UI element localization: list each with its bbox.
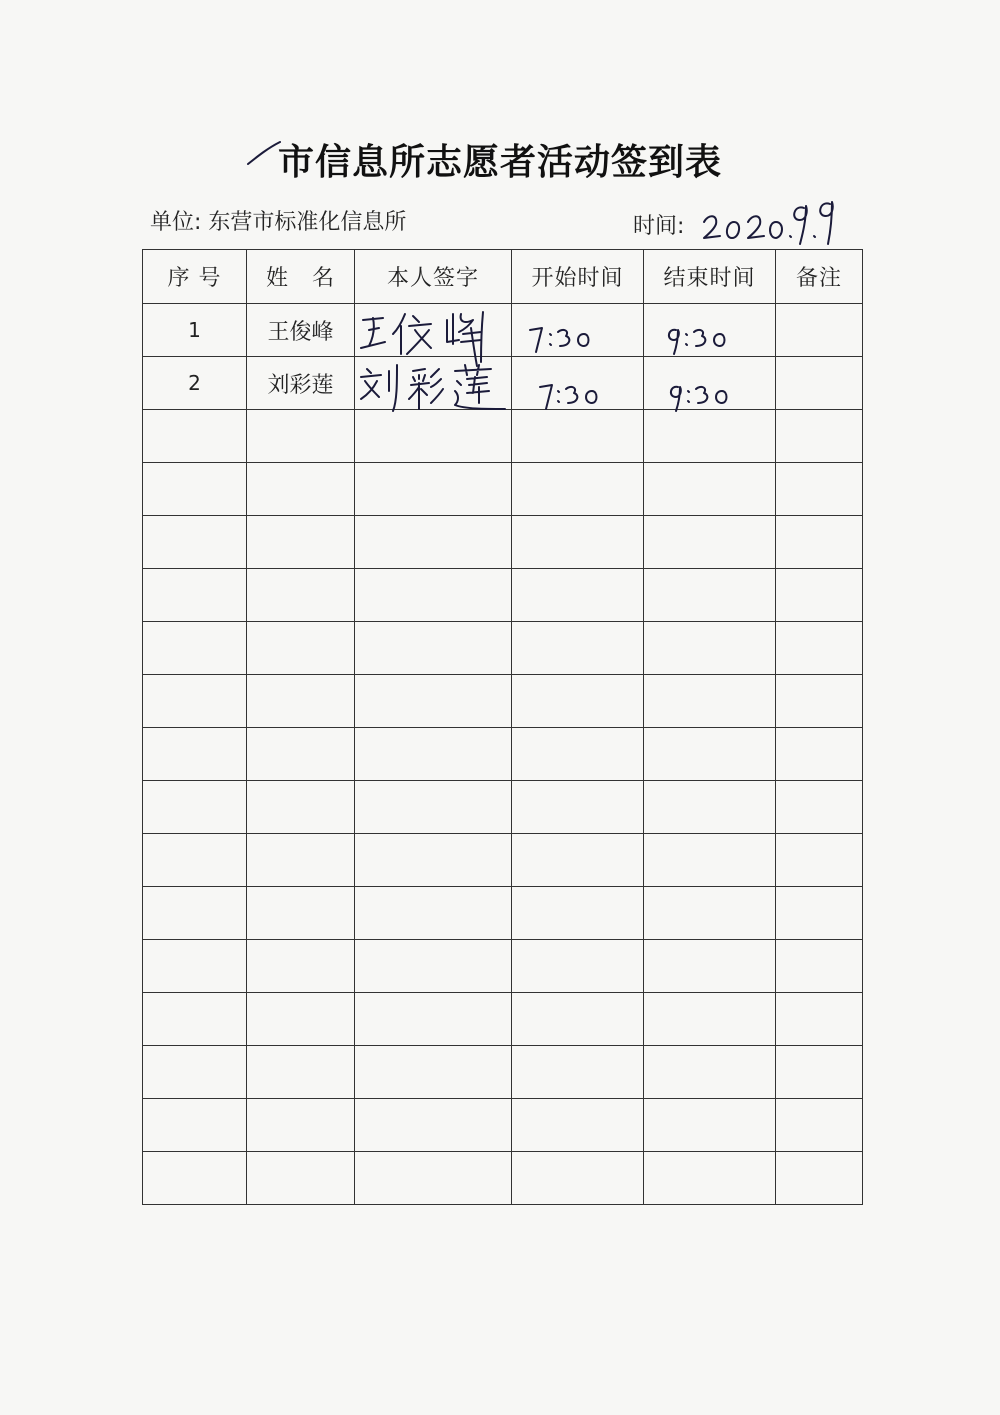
time-label: 时间: (633, 214, 685, 239)
empty-cell (247, 410, 355, 463)
empty-cell (143, 463, 247, 516)
empty-cell (512, 1099, 644, 1152)
row-signature (355, 304, 512, 357)
empty-cell (247, 516, 355, 569)
empty-cell (776, 675, 863, 728)
empty-cell (247, 781, 355, 834)
empty-cell (247, 993, 355, 1046)
empty-cell (247, 887, 355, 940)
handwritten-start-time (512, 357, 644, 417)
empty-table-row (143, 781, 863, 834)
empty-cell (776, 781, 863, 834)
empty-cell (776, 410, 863, 463)
empty-cell (644, 1046, 776, 1099)
empty-cell (644, 410, 776, 463)
empty-cell (143, 622, 247, 675)
empty-table-row (143, 410, 863, 463)
empty-cell (247, 463, 355, 516)
empty-cell (143, 728, 247, 781)
row-note (776, 357, 863, 410)
page-title: 市信息所志愿者活动签到表 (277, 141, 722, 183)
empty-cell (143, 516, 247, 569)
empty-cell (355, 516, 512, 569)
empty-table-row (143, 834, 863, 887)
header-start-time: 开始时间 (512, 250, 644, 304)
empty-cell (355, 728, 512, 781)
sign-in-table (142, 249, 863, 1205)
empty-table-row (143, 940, 863, 993)
empty-cell (355, 675, 512, 728)
handwritten-signature (355, 357, 515, 417)
row-note (776, 304, 863, 357)
empty-table-row (143, 1152, 863, 1205)
row-name: 王俊峰 (247, 304, 355, 357)
empty-cell (512, 940, 644, 993)
header-signature: 本人签字 (355, 250, 512, 304)
empty-cell (247, 675, 355, 728)
empty-cell (644, 675, 776, 728)
row-start-time (512, 357, 644, 410)
empty-cell (644, 993, 776, 1046)
empty-cell (512, 993, 644, 1046)
empty-cell (512, 516, 644, 569)
empty-cell (644, 516, 776, 569)
empty-cell (247, 834, 355, 887)
empty-cell (644, 463, 776, 516)
empty-cell (644, 622, 776, 675)
empty-cell (143, 940, 247, 993)
empty-cell (644, 569, 776, 622)
empty-cell (247, 1046, 355, 1099)
empty-cell (512, 1046, 644, 1099)
empty-cell (512, 569, 644, 622)
empty-cell (512, 781, 644, 834)
empty-cell (776, 834, 863, 887)
empty-cell (143, 834, 247, 887)
row-signature (355, 357, 512, 410)
table-header-row (143, 250, 863, 304)
empty-cell (355, 887, 512, 940)
empty-cell (355, 940, 512, 993)
empty-cell (143, 1152, 247, 1205)
empty-cell (143, 1046, 247, 1099)
row-end-time (644, 304, 776, 357)
row-index: 2 (143, 357, 247, 410)
empty-cell (355, 1046, 512, 1099)
empty-cell (355, 410, 512, 463)
empty-cell (644, 781, 776, 834)
empty-cell (355, 1152, 512, 1205)
unit-line: 单位: 东营市标准化信息所 (150, 210, 407, 235)
empty-cell (512, 675, 644, 728)
empty-cell (512, 1152, 644, 1205)
header-name: 姓 名 (247, 250, 355, 304)
empty-cell (247, 1152, 355, 1205)
header-note: 备注 (776, 250, 863, 304)
empty-table-row (143, 993, 863, 1046)
empty-cell (143, 993, 247, 1046)
empty-cell (644, 728, 776, 781)
empty-cell (512, 463, 644, 516)
empty-cell (143, 569, 247, 622)
empty-cell (776, 887, 863, 940)
empty-table-row (143, 728, 863, 781)
empty-cell (143, 410, 247, 463)
header-index: 序 号 (143, 250, 247, 304)
empty-cell (776, 940, 863, 993)
empty-cell (776, 1152, 863, 1205)
table-row (143, 357, 863, 410)
empty-cell (355, 463, 512, 516)
empty-cell (644, 887, 776, 940)
empty-cell (644, 834, 776, 887)
handwritten-date (700, 192, 845, 252)
handwritten-start-time (512, 304, 644, 364)
empty-cell (776, 1099, 863, 1152)
empty-cell (143, 781, 247, 834)
empty-table-row (143, 463, 863, 516)
empty-table-row (143, 1046, 863, 1099)
table-row (143, 304, 863, 357)
row-start-time (512, 304, 644, 357)
empty-cell (512, 728, 644, 781)
empty-cell (355, 834, 512, 887)
row-name: 刘彩莲 (247, 357, 355, 410)
empty-table-row (143, 516, 863, 569)
empty-cell (512, 622, 644, 675)
empty-cell (776, 622, 863, 675)
empty-table-row (143, 622, 863, 675)
empty-cell (644, 940, 776, 993)
empty-cell (776, 1046, 863, 1099)
empty-table-row (143, 1099, 863, 1152)
empty-cell (247, 569, 355, 622)
empty-cell (776, 569, 863, 622)
empty-cell (355, 781, 512, 834)
handwritten-signature (355, 304, 515, 364)
empty-cell (776, 728, 863, 781)
empty-cell (143, 675, 247, 728)
empty-cell (247, 622, 355, 675)
empty-cell (247, 1099, 355, 1152)
row-index: 1 (143, 304, 247, 357)
empty-cell (644, 1099, 776, 1152)
empty-cell (355, 1099, 512, 1152)
empty-cell (776, 463, 863, 516)
empty-cell (512, 887, 644, 940)
empty-cell (247, 728, 355, 781)
empty-table-row (143, 569, 863, 622)
empty-cell (512, 410, 644, 463)
empty-cell (355, 569, 512, 622)
empty-cell (644, 1152, 776, 1205)
empty-cell (355, 993, 512, 1046)
empty-cell (776, 516, 863, 569)
empty-cell (512, 834, 644, 887)
handwritten-end-time (644, 357, 776, 417)
empty-cell (355, 622, 512, 675)
empty-cell (143, 887, 247, 940)
empty-table-row (143, 675, 863, 728)
empty-cell (247, 940, 355, 993)
empty-cell (776, 993, 863, 1046)
empty-cell (143, 1099, 247, 1152)
header-end-time: 结束时间 (644, 250, 776, 304)
handwritten-end-time (644, 304, 776, 364)
row-end-time (644, 357, 776, 410)
empty-table-row (143, 887, 863, 940)
